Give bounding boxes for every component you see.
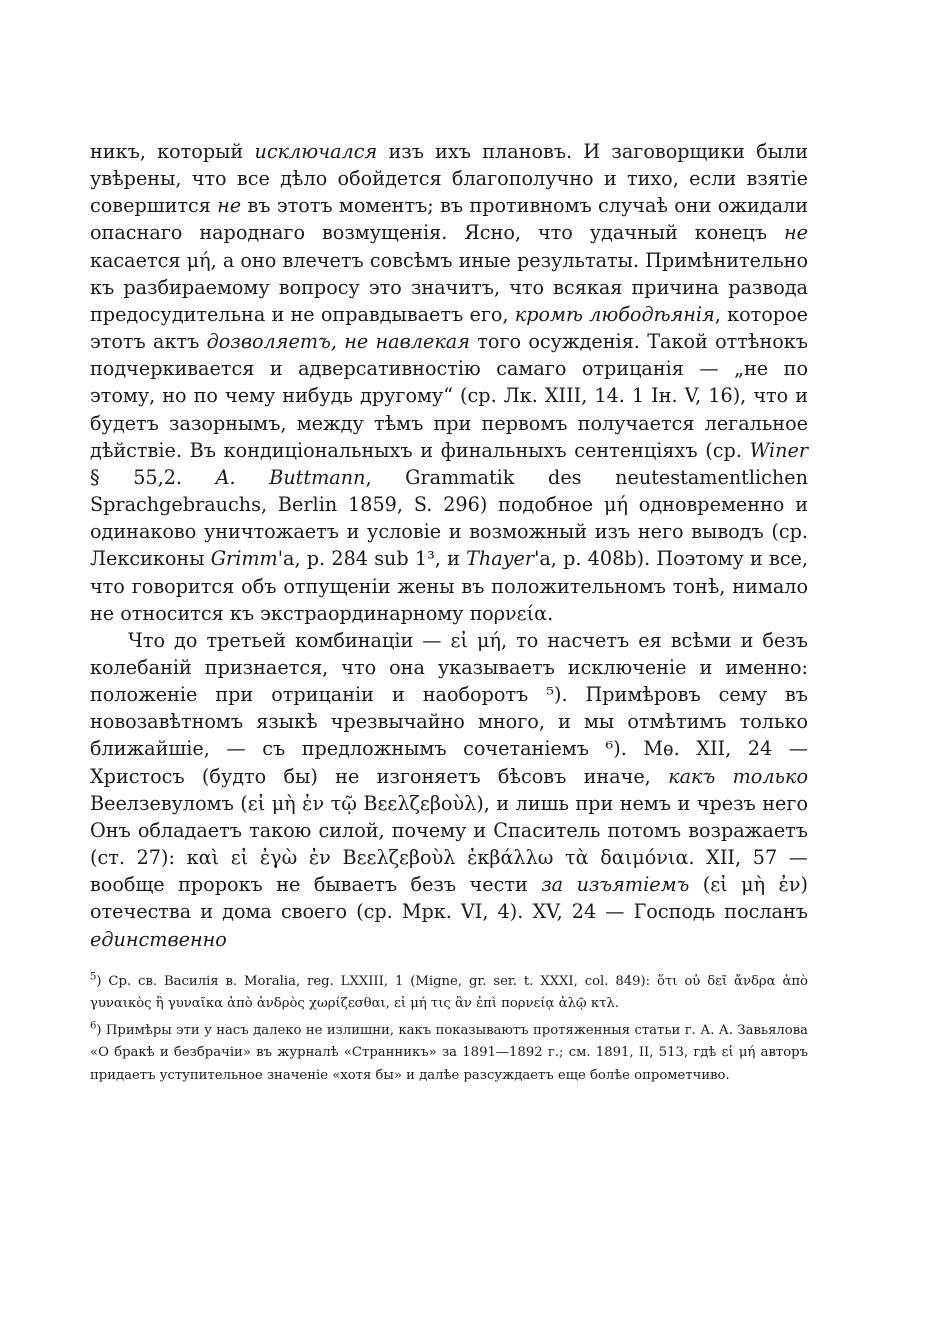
footnote-6-text: ) Примѣры эти у насъ далеко не излишни, какъ показываютъ протяженныя статьи г. А. А. Завьялова «О бракѣ и безбрачіи» въ журналѣ «Странникъ» за 1891—1892 г.; см. 1891, II, 513, гдѣ εἰ μή авторъ придаетъ уступительное значеніе «хотя бы» и далѣе разсуждаетъ еще болѣе опрометчиво. — [90, 1022, 808, 1083]
footnote-6-marker: 6 — [90, 1020, 97, 1032]
paragraph1-segment: кромѣ любодѣянія — [514, 302, 715, 326]
paragraph1-segment: не — [217, 194, 242, 218]
paragraph2-segment: за изъятіемъ — [541, 873, 690, 897]
footnote-5-marker: 5 — [90, 971, 97, 983]
paragraph1-segment: Winer — [749, 438, 808, 462]
paragraph1-segment: въ этотъ моментъ; въ противномъ случаѣ они ожидали опаснаго народнаго возмущенія. Ясно, что удачный конецъ — [90, 194, 808, 245]
paragraph2-segment: Веелзевуломъ (εἰ μὴ ἐν τῷ Βεελζεβοὺλ), и лишь при немъ и чрезъ него Онъ обладаетъ такою силой, почему и Спаситель потомъ возражаетъ (ст. 27): καὶ εἰ ἐγὼ ἐν Βεελζεβοὺλ ἐκβάλλω τὰ δαιμόνια. XII, 57 — вообще пророкъ не бываетъ безъ чести — [90, 791, 808, 897]
paragraph2-segment: (εἰ μὴ ἐν) отечества и дома своего (ср. Мрк. VI, 4). XV, 24 — Господь посланъ — [90, 873, 808, 924]
footnote-5-text: ) Ср. св. Василія в. Moralia, reg. LXXIII, 1 (Migne, gr. ser. t. XXXI, col. 849): ὅτι οὐ δεῖ ἄνδρα ἀπὸ γυναικὸς ἢ γυναῖκα ἀπὸ ἀνδρὸς χωρίζεσθαι, εἰ μή τις ἂν ἐπὶ πορνείᾳ ἁλῷ κτλ. — [90, 973, 808, 1012]
paragraph-1 — [90, 138, 808, 627]
page-body — [90, 138, 808, 1087]
paragraph1-segment: , Grammatik des neutestamentlichen Sprachgebrauchs, Berlin 1859, S. 296) подобное μή одновременно и одинаково уничтожаетъ и условіе и возможный изъ него выводъ (ср. Лексиконы — [90, 465, 808, 571]
paragraph1-segment: касается μή, а оно влечетъ совсѣмъ иные результаты. Примѣнительно къ разбираемому вопросу это значитъ, что всякая причина развода предосудительна и не оправдываетъ его, — [90, 248, 808, 326]
paragraph1-segment: 'а, p. 284 sub 1³, и — [277, 547, 467, 571]
paragraph1-segment: , которое этотъ актъ — [90, 302, 808, 354]
footnote-5 — [90, 971, 808, 1016]
paragraph1-segment: не — [784, 221, 808, 245]
paragraph1-segment: A. Buttmann — [215, 465, 366, 489]
footnote-6 — [90, 1020, 808, 1088]
footnotes — [90, 971, 808, 1088]
paragraph2-segment: какъ только — [668, 764, 808, 788]
paragraph1-segment: § 55,2. — [90, 465, 216, 489]
paragraph2-segment: Что до третьей комбинаціи — εἰ μή, то насчетъ ея всѣми и безъ колебаній признается, что она указываетъ исключеніе и именно: положеніе при отрицаніи и наоборотъ ⁵). Примѣровъ сему въ новозавѣтномъ языкѣ чрезвычайно много, и мы отмѣтимъ только ближайшіе, — съ предложнымъ сочетаніемъ ⁶). Мѳ. XII, 24 — Христосъ (будто бы) не изгоняетъ бѣсовъ иначе, — [90, 628, 808, 788]
paragraph1-segment: дозволяетъ, не навлекая — [206, 330, 470, 354]
paragraph1-segment: исключался — [254, 140, 378, 163]
paragraph1-segment: того осужденія. Такой оттѣнокъ подчеркивается и адверсативностію самаго отрицанія — „не по этому, но по чему нибудь другому“ (ср. Лк. XIII, 14. 1 Ін. V, 16), что и будетъ зазорнымъ, между тѣмъ при первомъ получается легальное дѣйствіе. Въ кондиціональныхъ и финальныхъ сентенціяхъ (ср. — [90, 330, 808, 462]
paragraph2-segment: единственно — [90, 927, 227, 951]
paragraph-2 — [90, 627, 808, 953]
paragraph1-segment: Grimm — [210, 547, 278, 571]
paragraph1-segment: 'а, p. 408b). Поэтому и все, что говорится объ отпущеніи жены въ положительномъ тонѣ, нимало не относится къ экстраординарному πορνεία. — [90, 547, 808, 625]
paragraph1-segment: изъ ихъ плановъ. И заговорщики были увѣрены, что все дѣло обойдется благополучно и тихо, если взятіе совершится — [90, 140, 808, 218]
paragraph1-segment: никъ, который — [90, 140, 255, 163]
paragraph1-segment: Thayer — [466, 547, 535, 571]
